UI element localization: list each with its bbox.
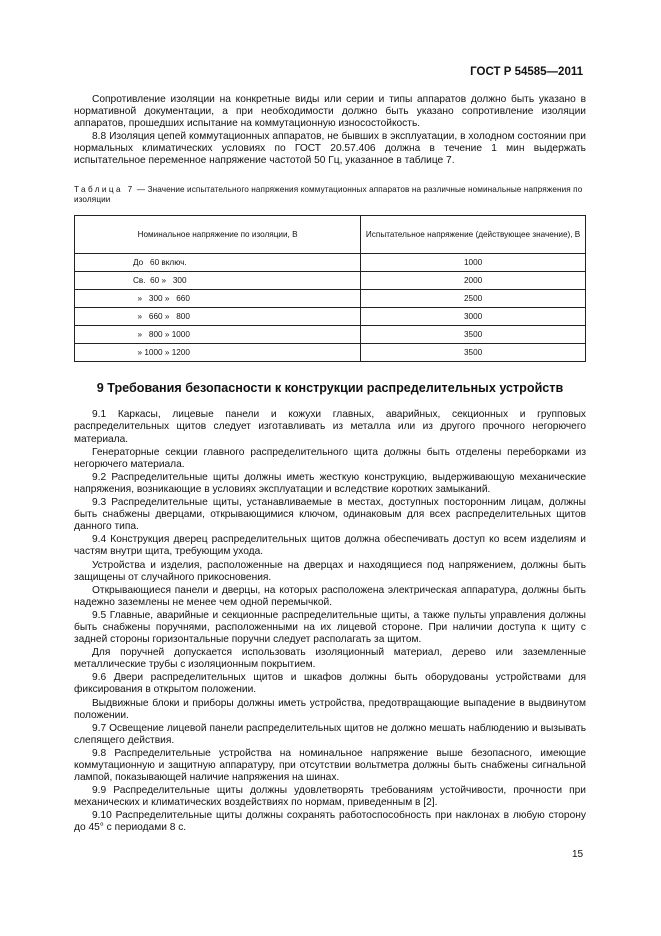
- table-cell-nominal-voltage: » 800 » 1000: [75, 326, 361, 344]
- paragraph: Сопротивление изоляции на конкретные виды или серии и типы аппаратов должно быть указано в нормативной документации, а при необходимости должно быть указано сопротивление изоляции аппаратов, прошедших испытание на коммутационную износостойкость.: [74, 94, 586, 130]
- table-row: [75, 272, 586, 290]
- table-row: [75, 326, 586, 344]
- table-caption: [74, 185, 586, 206]
- paragraph: 9.8 Распределительные устройства на номинальное напряжение выше безопасного, имеющие коммутационную и защитную аппаратуру, при отсутствии вольтметра должны быть снабжены сигнальной лампой, показывающей наличие напряжения на шинах.: [74, 747, 586, 784]
- table-cell-test-voltage: 3500: [361, 344, 586, 362]
- test-voltage-table: [74, 215, 586, 362]
- paragraph: 9.1 Каркасы, лицевые панели и кожухи главных, аварийных, секционных и групповых распределительных щитов следует изготавливать из металла или из другого прочного негорючего материала.: [74, 409, 586, 445]
- table-cell-test-voltage: 3000: [361, 308, 586, 326]
- table-row: [75, 290, 586, 308]
- paragraph: Выдвижные блоки и приборы должны иметь устройства, предотвращающие выпадение в выдвинутом положении.: [74, 697, 586, 721]
- table-row: [75, 344, 586, 362]
- table-caption-label: Таблица 7: [74, 184, 135, 194]
- paragraph: 9.2 Распределительные щиты должны иметь жесткую конструкцию, выдерживающую механические напряжения, возникающие в условиях эксплуатации и вследствие коротких замыканий.: [74, 471, 586, 495]
- table-header-cell: Номинальное напряжение по изоляции, В: [75, 216, 361, 254]
- paragraph: 9.5 Главные, аварийные и секционные распределительные щиты, а также пульты управления должны быть снабжены поручнями, расположенными на их лицевой стороне. При наличии доступа к щиту с задней стороны горизонтальные поручни следует располагать за щитом.: [74, 609, 586, 646]
- paragraph: Устройства и изделия, расположенные на дверцах и находящиеся под напряжением, должны быть защищены от случайного прикосновения.: [74, 559, 586, 583]
- table-cell-nominal-voltage: » 300 » 660: [75, 290, 361, 308]
- table-cell-test-voltage: 3500: [361, 326, 586, 344]
- paragraph: 9.3 Распределительные щиты, устанавливаемые в местах, доступных посторонним лицам, должны быть снабжены дверцами, открывающимися ключом, одинаковым для всех распределительных щитов данного типа.: [74, 497, 586, 533]
- table-header-row: [75, 216, 586, 254]
- page-number: 15: [572, 849, 584, 860]
- section-heading: 9 Требования безопасности к конструкции распределительных устройств: [96, 381, 564, 396]
- table-row: [75, 254, 586, 272]
- table-cell-nominal-voltage: » 1000 » 1200: [75, 344, 361, 362]
- paragraph: 9.7 Освещение лицевой панели распределительных щитов не должно мешать наблюдению и вызывать слепящего действия.: [74, 722, 586, 746]
- page-content: [74, 94, 586, 836]
- table-cell-nominal-voltage: » 660 » 800: [75, 308, 361, 326]
- table-header-cell: Испытательное напряжение (действующее значение), В: [361, 216, 586, 254]
- table-cell-test-voltage: 2000: [361, 272, 586, 290]
- table-row: [75, 308, 586, 326]
- table-cell-test-voltage: 2500: [361, 290, 586, 308]
- table-cell-nominal-voltage: Св. 60 » 300: [75, 272, 361, 290]
- paragraph: 9.6 Двери распределительных щитов и шкафов должны быть оборудованы устройствами для фиксирования в открытом положении.: [74, 672, 586, 696]
- paragraph: 9.9 Распределительные щиты должны удовлетворять требованиям устойчивости, прочности при механических и климатических воздействиях по нормам, приведенным в [2].: [74, 785, 586, 809]
- table-cell-nominal-voltage: До 60 включ.: [75, 254, 361, 272]
- paragraph: Открывающиеся панели и дверцы, на которых расположена электрическая аппаратура, должны быть надежно заземлены не менее чем одной перемычкой.: [74, 584, 586, 608]
- paragraph: 9.10 Распределительные щиты должны сохранять работоспособность при наклонах в любую сторону до 45° с периодами 8 с.: [74, 810, 586, 834]
- table-caption-text: — Значение испытательного напряжения коммутационных аппаратов на различные номинальные напряжения по изоляции: [74, 184, 583, 204]
- paragraph: Для поручней допускается использовать изоляционный материал, дерево или заземленные металлические трубы с изоляционным покрытием.: [74, 647, 586, 671]
- paragraph: 9.4 Конструкция дверец распределительных щитов должна обеспечивать доступ ко всем изделиям и частям внутри щита, требующим ухода.: [74, 534, 586, 558]
- paragraph: 8.8 Изоляция цепей коммутационных аппаратов, не бывших в эксплуатации, в холодном состоянии при нормальных климатических условиях по ГОСТ 20.57.406 должна в течение 1 мин выдержать испытательное переменное напряжение частотой 50 Гц, указанное в таблице 7.: [74, 131, 586, 167]
- table-cell-test-voltage: 1000: [361, 254, 586, 272]
- standard-header: ГОСТ Р 54585—2011: [470, 66, 583, 78]
- paragraph: Генераторные секции главного распределительного щита должны быть отделены переборками из негорючего материала.: [74, 446, 586, 470]
